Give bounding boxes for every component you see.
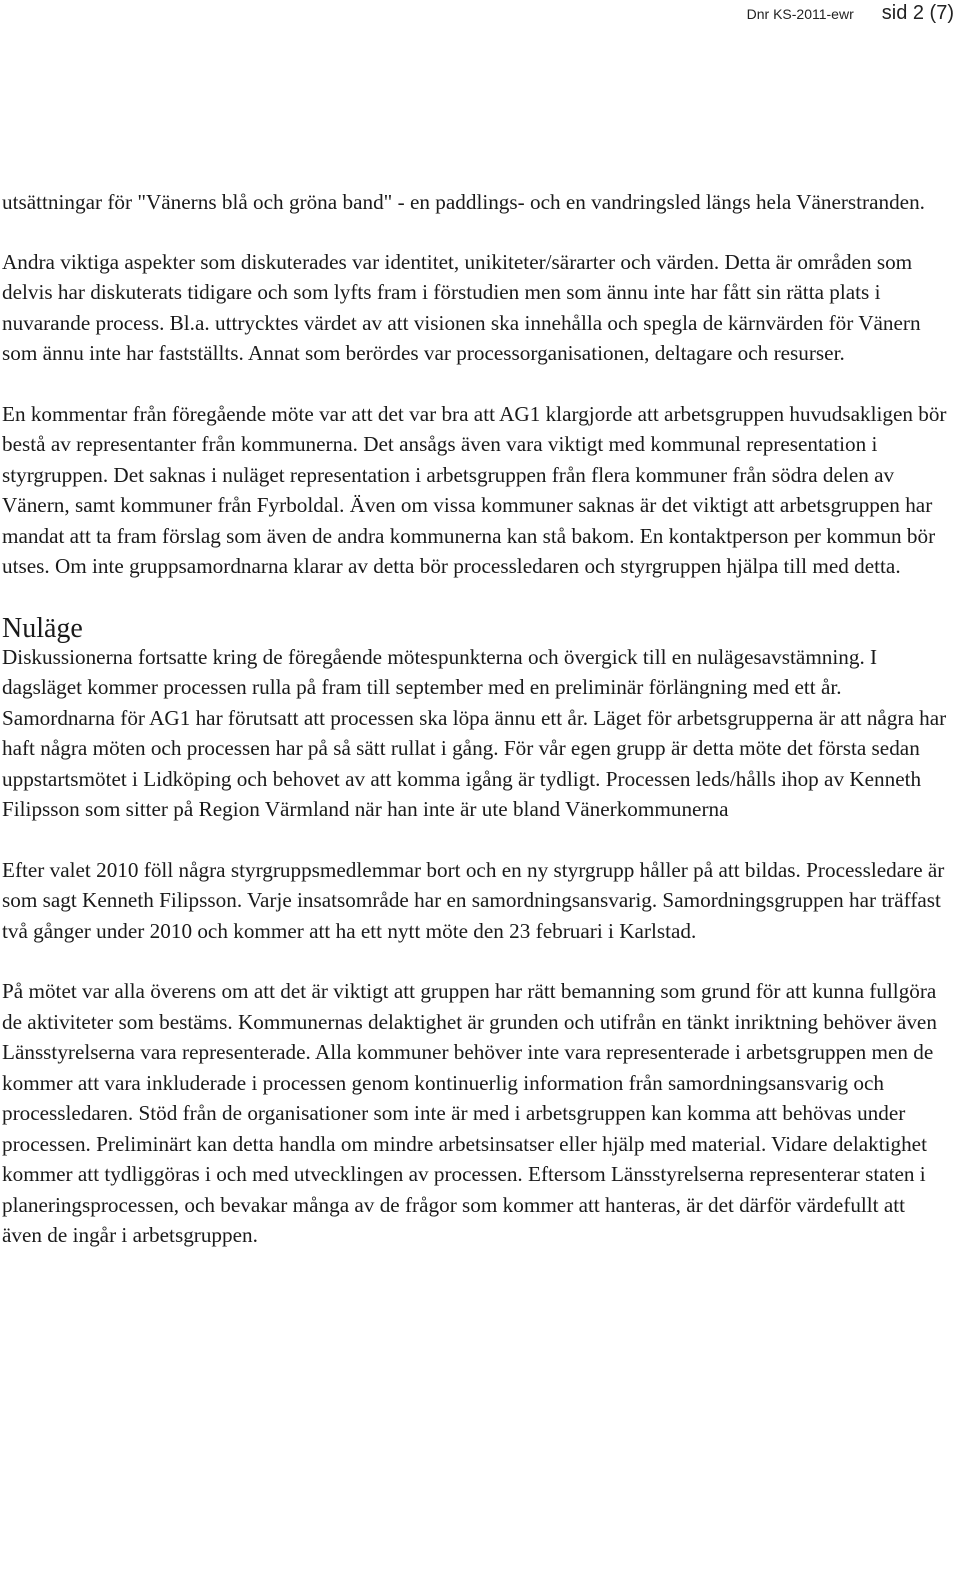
- paragraph-status: Diskussionerna fortsatte kring de föregående mötespunkterna och övergick till en nulägesavstämning. I dagsläget kommer processen rulla på fram till september med en preliminär förlängning med ett år. Samordnarna för AG1 har förutsatt att processen ska löpa ännu ett år. Läget för arbetsgrupperna är att några har haft några möten och processen har på så sätt rullat i gång. För vår egen grupp är detta möte det första sedan uppstartsmötet i Lidköping och behovet av att komma igång är tydligt. Processen leds/hålls ihop av Kenneth Filipsson som sitter på Region Värmland när han inte är ute bland Vänerkommunerna: [2, 644, 947, 821]
- paragraph-election: Efter valet 2010 föll några styrgruppsmedlemmar bort och en ny styrgrupp håller på att bildas. Processledare är som sagt Kenneth Filipsson. Varje insatsområde har en samordningsansvarig. Samordningsgruppen har träffast två gånger under 2010 och kommer att ha ett nytt möte den 23 februari i Karlstad.: [2, 857, 945, 943]
- page-header: [747, 2, 954, 25]
- document-number: Dnr KS-2011-ewr: [746, 6, 854, 22]
- paragraph-aspects: Andra viktiga aspekter som diskuterades var identitet, unikiteter/särarter och värden. Detta är områden som delvis har diskuterats tidigare och som lyfts fram i förstudien men som ännu inte har fått sin rätta plats i nuvarande process. Bl.a. uttrycktes värdet av att visionen ska innehålla och spegla de kärnvärden för Vänern som ännu inte har fastställts. Annat som berördes var processorganisationen, deltagare och resurser.: [2, 249, 921, 365]
- document-body: [2, 187, 947, 1281]
- paragraph-intro: utsättningar för "Vänerns blå och gröna band" - en paddlings- och en vandringsled längs hela Vänerstranden.: [2, 190, 925, 214]
- paragraph-comment: En kommentar från föregående möte var att det var bra att AG1 klargjorde att arbetsgruppen huvudsakligen bör bestå av representanter från kommunerna. Det ansågs även vara viktigt med kommunal representation i styrgruppen. Det saknas i nuläget representation i arbetsgruppen från flera kommuner från södra delen av Vänern, samt kommuner från Fyrboldal. Även om vissa kommuner saknas är det viktigt att arbetsgruppen har mandat att ta fram förslag som även de andra kommunerna kan stå bakom. En kontaktperson per kommun bör utses. Om inte gruppsamordnarna klarar av detta bör processledaren och styrgruppen hjälpa till med detta.: [2, 401, 947, 578]
- page-number: sid 2 (7): [881, 2, 954, 24]
- section-heading: Nuläge: [2, 612, 83, 644]
- paragraph-meeting: På mötet var alla överens om att det är viktigt att gruppen har rätt bemanning som grund för att kunna fullgöra de aktiviteter som bestäms. Kommunernas delaktighet är grunden och utifrån en tänkt inriktning behöver även Länsstyrelserna vara representerade. Alla kommuner behöver inte vara representerade i arbetsgruppen men de kommer att vara inkluderade i processen genom kontinuerlig information från samordningsansvarig och processledaren. Stöd från de organisationer som inte är med i arbetsgruppen kan komma att behövas under processen. Preliminärt kan detta handla om mindre arbetsinsatser eller hjälp med material. Vidare delaktighet kommer att tydliggöras i och med utvecklingen av processen. Eftersom Länsstyrelserna representerar staten i planeringsprocessen, och bevakar många av de frågor som kommer att hanteras, är det därför värdefullt att även de ingår i arbetsgruppen.: [2, 979, 937, 1247]
